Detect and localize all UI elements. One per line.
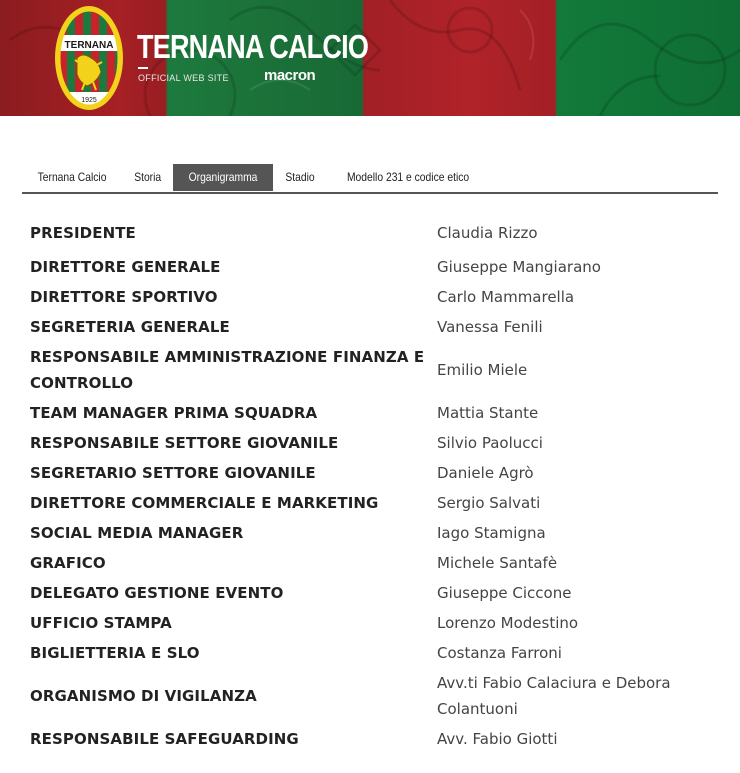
org-row [30, 520, 720, 546]
person-name: Carlo Mammarella [437, 288, 575, 306]
role-title: RESPONSABILE AMMINISTRAZIONE FINANZA E CONTROLLO [30, 348, 425, 392]
org-row [30, 670, 720, 722]
org-row [30, 550, 720, 576]
person-name: Sergio Salvati [437, 494, 541, 512]
person-name: Daniele Agrò [437, 464, 534, 482]
tab-ternana-calcio[interactable] [22, 164, 122, 191]
ternana-logo[interactable] [55, 6, 123, 110]
org-row [30, 220, 720, 246]
role-title: PRESIDENTE [30, 224, 136, 242]
org-row [30, 284, 720, 310]
site-title[interactable]: TERNANA CALCIO [137, 28, 369, 65]
org-row [30, 460, 720, 486]
role-title: DIRETTORE GENERALE [30, 258, 221, 276]
person-name: Claudia Rizzo [437, 224, 538, 242]
role-title: BIGLIETTERIA E SLO [30, 644, 200, 662]
person-name: Mattia Stante [437, 404, 539, 422]
role-title: UFFICIO STAMPA [30, 614, 172, 632]
person-name: Vanessa Fenili [437, 318, 543, 336]
org-row [30, 254, 720, 280]
role-title: RESPONSABILE SETTORE GIOVANILE [30, 434, 339, 452]
person-name: Michele Santafè [437, 554, 558, 572]
org-row [30, 314, 720, 340]
person-name: Emilio Miele [437, 361, 528, 379]
role-title: TEAM MANAGER PRIMA SQUADRA [30, 404, 318, 422]
person-name: Silvio Paolucci [437, 434, 543, 452]
person-name: Lorenzo Modestino [437, 614, 579, 632]
tab-label: Storia [134, 170, 162, 184]
tab-storia[interactable] [122, 164, 173, 191]
person-name: Avv.ti Fabio Calaciura e Debora Colantuoni [437, 674, 671, 718]
role-title: SOCIAL MEDIA MANAGER [30, 524, 244, 542]
org-row [30, 344, 720, 396]
role-title: GRAFICO [30, 554, 106, 572]
tab-label: Organigramma [189, 170, 258, 184]
tab-label: Stadio [285, 170, 316, 184]
logo-year: 1925 [81, 97, 97, 104]
org-row [30, 610, 720, 636]
org-row [30, 640, 720, 666]
person-name: Giuseppe Mangiarano [437, 258, 601, 276]
role-title: DIRETTORE SPORTIVO [30, 288, 218, 306]
sponsor-logo[interactable]: macron [264, 67, 316, 84]
tab-modello-231-e-codice-etico[interactable] [327, 164, 489, 191]
person-name: Avv. Fabio Giotti [437, 730, 558, 748]
site-header [0, 0, 740, 116]
org-row [30, 430, 720, 456]
role-title: SEGRETARIO SETTORE GIOVANILE [30, 464, 316, 482]
logo-text: TERNANA [64, 40, 114, 51]
org-row [30, 490, 720, 516]
tab-stadio[interactable] [273, 164, 327, 191]
role-title: RESPONSABILE SAFEGUARDING [30, 730, 299, 748]
org-row [30, 400, 720, 426]
title-underline [138, 67, 148, 69]
role-title: ORGANISMO DI VIGILANZA [30, 687, 257, 705]
role-title: DELEGATO GESTIONE EVENTO [30, 584, 284, 602]
org-row [30, 726, 720, 752]
organigramma-table [30, 220, 720, 756]
person-name: Giuseppe Ciccone [437, 584, 572, 602]
site-subtitle: OFFICIAL WEB SITE [138, 73, 229, 83]
tab-label: Modello 231 e codice etico [347, 170, 470, 184]
role-title: DIRETTORE COMMERCIALE E MARKETING [30, 494, 379, 512]
person-name: Costanza Farroni [437, 644, 562, 662]
tab-label: Ternana Calcio [37, 170, 107, 184]
person-name: Iago Stamigna [437, 524, 546, 542]
section-tabs [22, 164, 718, 194]
tab-organigramma[interactable] [173, 164, 273, 191]
org-row [30, 580, 720, 606]
role-title: SEGRETERIA GENERALE [30, 318, 230, 336]
